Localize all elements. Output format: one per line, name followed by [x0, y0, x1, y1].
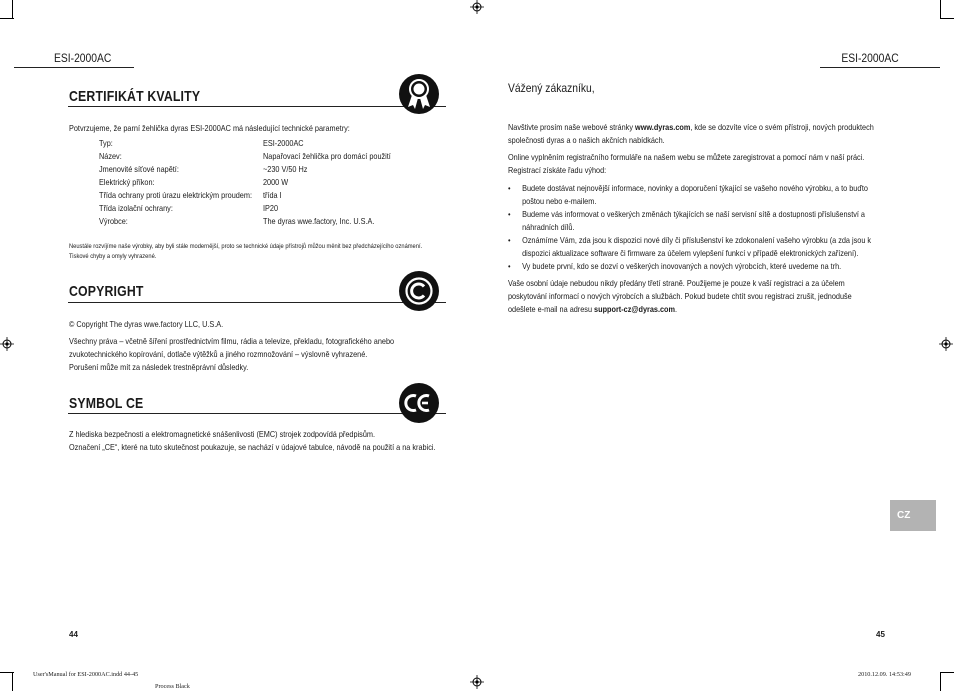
bullet-icon: •	[508, 261, 511, 271]
benefit-line: náhradních dílů.	[522, 222, 575, 232]
language-tab	[890, 500, 936, 531]
benefit-item	[508, 182, 868, 208]
slug-timestamp: 2010.12.09. 14:53:49	[858, 671, 911, 678]
crop-mark	[0, 672, 14, 673]
page-number-left: 44	[69, 630, 78, 639]
crop-mark	[940, 673, 941, 691]
header-rule-left	[14, 67, 134, 68]
spec-label: Třída ochrany proti úrazu elektrickým proudem:	[99, 190, 252, 200]
copyright-para-line3: Porušení může mít za následek trestněprávní důsledky.	[69, 362, 249, 372]
registration-para-line1: Online vyplněním registračního formuláře na našem webu se můžete zaregistrovat a pomocí nám v naší práci.	[508, 152, 865, 162]
bullet-icon: •	[508, 209, 511, 219]
copyright-symbol-icon	[399, 271, 439, 311]
registration-mark-icon	[470, 0, 484, 14]
quality-rule	[68, 106, 446, 107]
page-number-right: 45	[876, 630, 885, 639]
ce-line1: Z hlediska bezpečnosti a elektromagnetické snášenlivosti (EMC) strojek zodpovídá předpisům.	[69, 429, 375, 439]
award-ribbon-icon	[399, 74, 439, 114]
quality-note-line2: Tiskové chyby a omyly vyhrazené.	[69, 253, 157, 260]
benefit-line: poštou nebo e-mailem.	[522, 196, 597, 206]
spec-value: třída I	[263, 190, 282, 200]
copyright-para-line2: zvukotechnického kopírování, dotlače výtěžků a jiného rozmnožování – výslovně vyhrazené.	[69, 349, 368, 359]
ce-rule	[68, 413, 446, 414]
bullet-icon: •	[508, 235, 511, 245]
header-rule-right	[820, 67, 940, 68]
quality-intro: Potvrzujeme, že parní žehlička dyras ESI-2000AC má následující technické parametry:	[69, 123, 350, 133]
ce-title: SYMBOL CE	[69, 395, 144, 412]
benefit-line: Budeme vás informovat o veškerých změnách týkajících se naší servisní sítě a dostupnosti příslušenství a	[522, 209, 865, 219]
benefit-line: dispozici aktualizace software či firmware za účelem vylepšení funkcí v případě elektronických zařízení).	[522, 248, 859, 258]
slug-filename: User'sManual for ESI-2000AC.indd 44-45	[33, 671, 139, 678]
benefit-item	[508, 234, 871, 260]
privacy-text: odešlete e-mail na adresu	[508, 304, 595, 314]
copyright-line: © Copyright The dyras wwe.factory LLC, U.S.A.	[69, 319, 224, 329]
spec-value: ~230 V/50 Hz	[263, 164, 308, 174]
quality-title: CERTIFIKÁT KVALITY	[69, 88, 201, 105]
spec-label: Výrobce:	[99, 216, 128, 226]
ce-mark-icon	[399, 383, 439, 423]
registration-para-line2: Registrací získáte řadu výhod:	[508, 165, 607, 175]
registration-mark-icon	[939, 337, 953, 351]
model-header-left: ESI-2000AC	[54, 51, 112, 65]
intro-text: Navštivte prosím naše webové stránky	[508, 122, 636, 132]
copyright-title: COPYRIGHT	[69, 283, 144, 300]
crop-mark	[940, 18, 954, 19]
quality-note-line1: Neustále rozvíjíme naše výrobky, aby byli stále modernější, proto se technické údaje přístrojů můžou měnit bez předcházejícího oznámení.	[69, 243, 423, 250]
language-tab-label: CZ	[897, 510, 911, 521]
copyright-para-line1: Všechny práva – včetně šíření prostřednictvím filmu, rádia a televize, překladu, fotografického anebo	[69, 336, 395, 346]
ce-line2: Označení „CE“, které na tuto skutečnost poukazuje, se nachází v údajové tabulce, návodě na použití a na krabici.	[69, 442, 436, 452]
spec-label: Třída izolační ochrany:	[99, 203, 173, 213]
ce-badge	[399, 383, 439, 423]
crop-mark	[940, 672, 954, 673]
model-header-right: ESI-2000AC	[841, 51, 899, 65]
registration-mark-icon	[470, 675, 484, 689]
crop-mark	[12, 673, 13, 691]
quality-badge	[399, 74, 439, 114]
intro-para-line1	[508, 121, 874, 134]
benefit-line: Oznámíme Vám, zda jsou k dispozici nové díly či příslušenství ke zdokonalení vašeho výrobku (a zda jsou k	[522, 235, 872, 245]
greeting: Vážený zákazníku,	[508, 81, 595, 95]
spec-value: The dyras wwe.factory, Inc. U.S.A.	[263, 216, 375, 226]
copyright-rule	[68, 302, 446, 303]
slug-color: Process Black	[155, 683, 190, 690]
benefit-item	[508, 260, 841, 273]
intro-text: , kde se dozvíte více o svém přístroji, nových produktech	[690, 122, 874, 132]
privacy-para-line1: Vaše osobní údaje nebudou nikdy předány třetí straně. Použijeme je pouze k vaší registraci a za účelem	[508, 278, 845, 288]
privacy-para-line2: poskytování informací o nových výrobcích a službách. Pokud budete chtít svou registraci zrušit, jednoduše	[508, 291, 852, 301]
crop-mark	[12, 0, 13, 18]
intro-para-line2: společnosti dyras a o našich akčních nabídkách.	[508, 135, 665, 145]
crop-mark	[0, 18, 14, 19]
privacy-para-line3	[508, 303, 677, 316]
website-link[interactable]: www.dyras.com	[635, 122, 691, 132]
spec-label: Elektrický příkon:	[99, 177, 155, 187]
copyright-badge	[399, 271, 439, 311]
benefit-line: Budete dostávat nejnovější informace, novinky a doporučení týkající se vašeho nového výrobku, a to buďto	[522, 183, 868, 193]
spec-label: Jmenovité síťové napětí:	[99, 164, 179, 174]
spec-value: 2000 W	[263, 177, 289, 187]
spec-label: Název:	[99, 151, 122, 161]
benefit-line: Vy budete první, kdo se dozví o veškerých inovovaných a nových výrobcích, které uvedeme na trh.	[522, 261, 842, 271]
bullet-icon: •	[508, 183, 511, 193]
spec-label: Typ:	[99, 138, 113, 148]
support-email-link[interactable]: support-cz@dyras.com	[594, 304, 676, 314]
registration-mark-icon	[0, 337, 14, 351]
crop-mark	[940, 0, 941, 18]
spec-value: Napařovací žehlička pro domácí použití	[263, 151, 391, 161]
spec-value: ESI-2000AC	[263, 138, 304, 148]
privacy-text: .	[675, 304, 678, 314]
spec-value: IP20	[263, 203, 279, 213]
benefit-item	[508, 208, 865, 234]
